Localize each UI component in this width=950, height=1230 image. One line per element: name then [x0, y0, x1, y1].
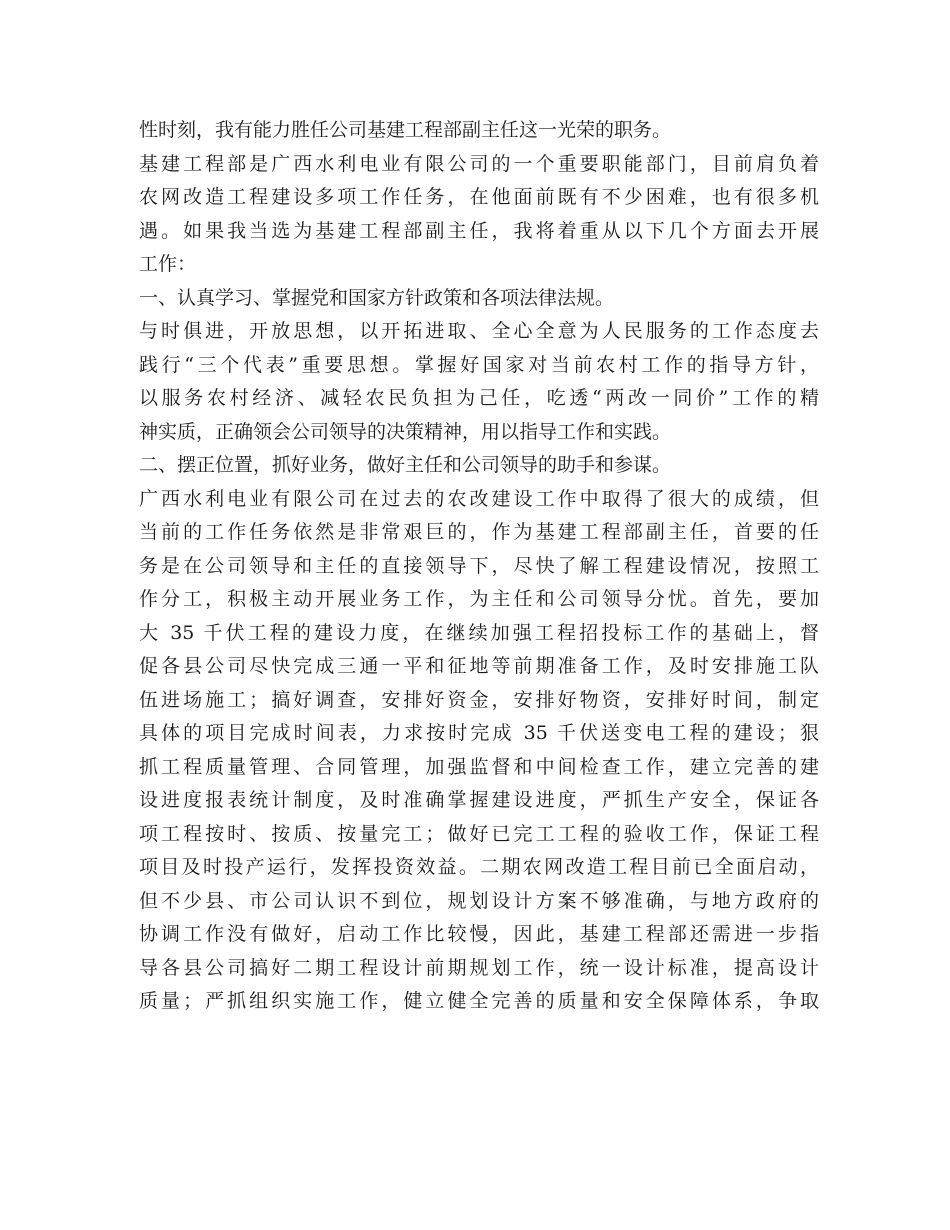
text-line: 二、摆正位置，抓好业务，做好主任和公司领导的助手和参谋。 — [139, 454, 672, 476]
text-line: 广西水利电业有限公司在过去的农改建设工作中取得了很大的成绩，但 — [139, 487, 819, 510]
text-line: 遇。如果我当选为基建工程部副主任，我将着重从以下几个方面去开展 — [139, 219, 819, 242]
text-line: 质量；严抓组织实施工作，健立健全完善的质量和安全保障体系，争取 — [139, 990, 819, 1012]
text-line: 协调工作没有做好，启动工作比较慢，因此，基建工程部还需进一步指 — [139, 923, 819, 945]
text-line: 大 35 千伏工程的建设力度，在继续加强工程招投标工作的基础上，督 — [139, 621, 819, 644]
document-body — [139, 114, 819, 1019]
text-line: 性时刻，我有能力胜任公司基建工程部副主任这一光荣的职务。 — [139, 119, 672, 141]
text-line: 项工程按时、按质、按量完工；做好已完工工程的验收工作，保证工程 — [139, 822, 819, 845]
text-line: 伍进场施工；搞好调查，安排好资金，安排好物资，安排好时间，制定 — [139, 688, 819, 711]
text-line: 农网改造工程建设多项工作任务，在他面前既有不少困难，也有很多机 — [139, 186, 819, 208]
text-line: 当前的工作任务依然是非常艰巨的，作为基建工程部副主任，首要的任 — [139, 521, 819, 543]
text-line: 神实质，正确领会公司领导的决策精神，用以指导工作和实践。 — [139, 420, 672, 443]
text-line: 抓工程质量管理、合同管理，加强监督和中间检查工作，建立完善的建 — [139, 755, 819, 778]
text-line: 践行“三个代表”重要思想。掌握好国家对当前农村工作的指导方针， — [139, 353, 819, 376]
text-line: 设进度报表统计制度，及时准确掌握建设进度，严抓生产安全，保证各 — [139, 789, 819, 811]
text-line: 以服务农村经济、减轻农民负担为己任，吃透“两改一同价”工作的精 — [139, 387, 819, 409]
text-line: 促各县公司尽快完成三通一平和征地等前期准备工作，及时安排施工队 — [139, 655, 819, 677]
text-line: 作分工，积极主动开展业务工作，为主任和公司领导分忧。首先，要加 — [139, 588, 819, 610]
text-line: 项目及时投产运行，发挥投资效益。二期农网改造工程目前已全面启动， — [139, 856, 819, 878]
text-line: 与时俱进，开放思想，以开拓进取、全心全意为人民服务的工作态度去 — [139, 320, 819, 342]
text-line: 基建工程部是广西水利电业有限公司的一个重要职能部门，目前肩负着 — [139, 152, 819, 175]
text-line: 工作： — [139, 253, 197, 275]
text-line: 导各县公司搞好二期工程设计前期规划工作，统一设计标准，提高设计 — [139, 956, 819, 979]
text-line: 一、认真学习、掌握党和国家方针政策和各项法律法规。 — [139, 286, 615, 309]
text-line: 具体的项目完成时间表，力求按时完成 35 千伏送变电工程的建设；狠 — [139, 722, 819, 744]
text-line: 但不少县、市公司认识不到位，规划设计方案不够准确，与地方政府的 — [139, 889, 819, 912]
text-line: 务是在公司领导和主任的直接领导下，尽快了解工程建设情况，按照工 — [139, 554, 819, 577]
